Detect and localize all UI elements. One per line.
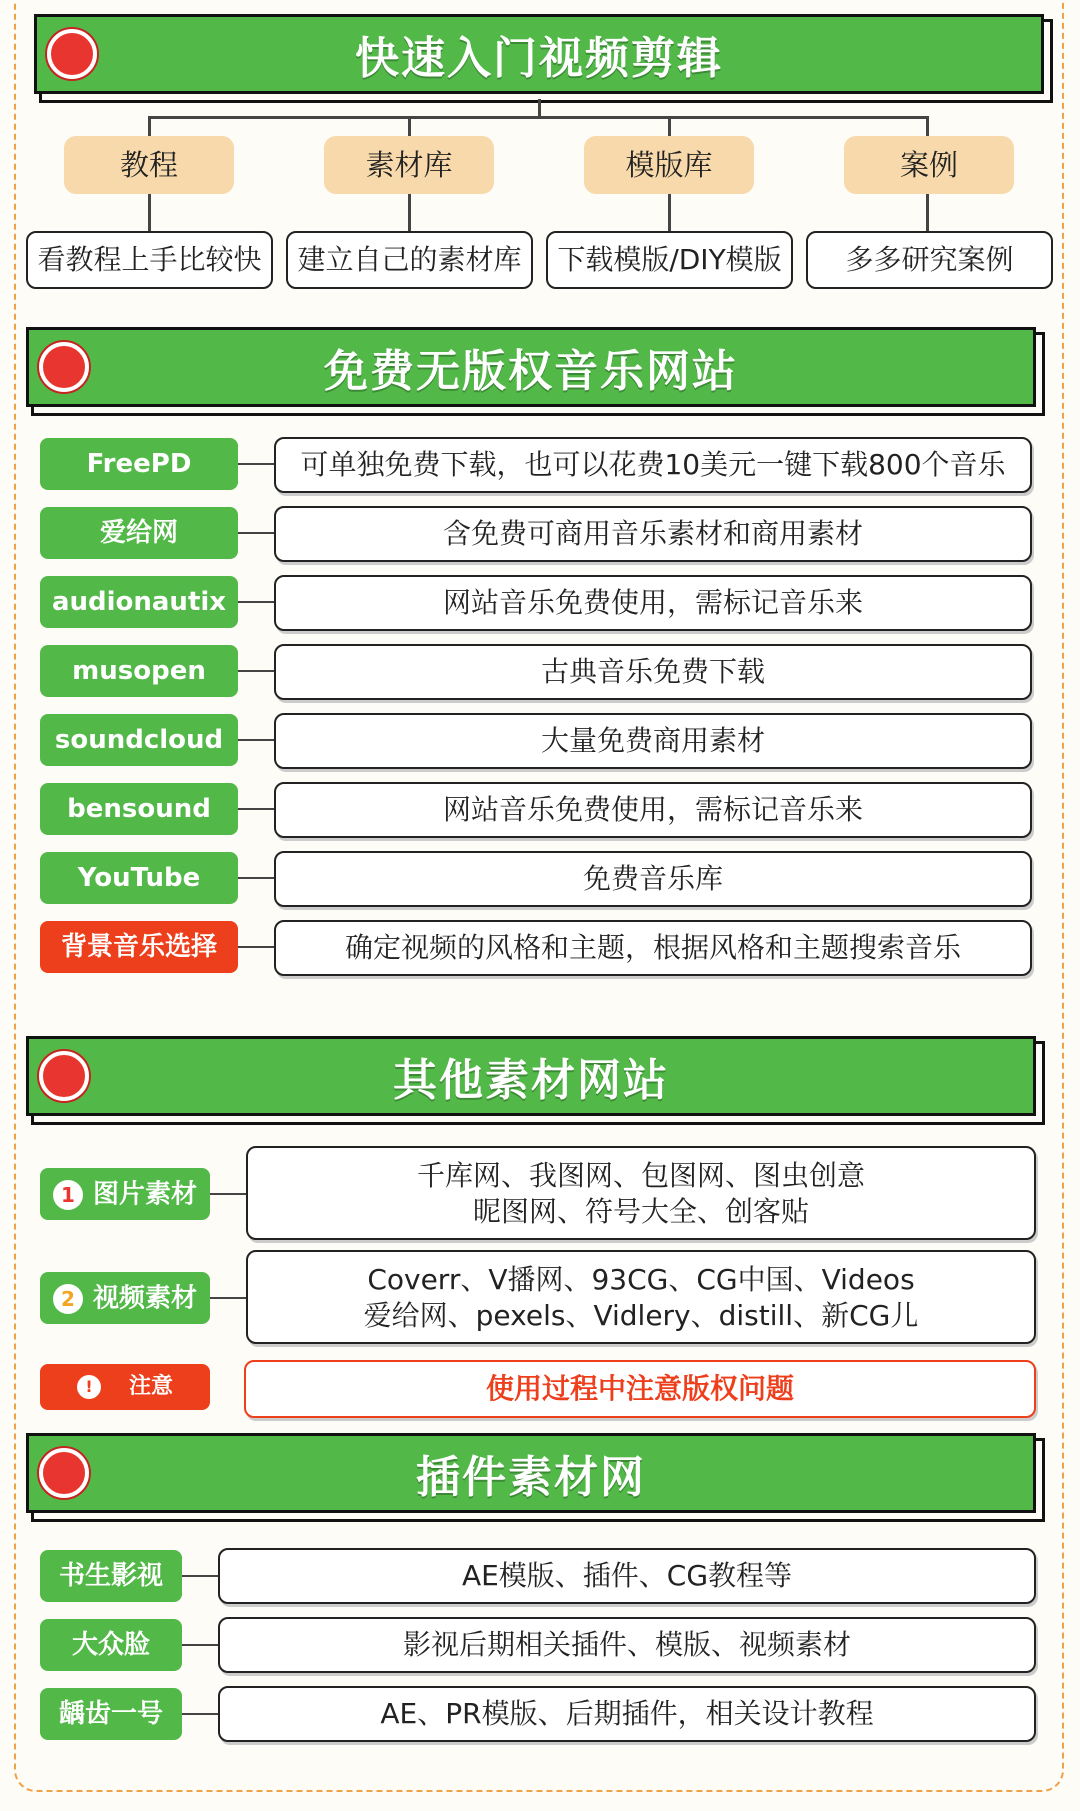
other-desc-line: 昵图网、符号大全、创客贴 xyxy=(472,1195,809,1228)
connector xyxy=(238,739,276,741)
tree-drop xyxy=(668,116,671,136)
number-two-icon: 2 xyxy=(53,1284,83,1314)
music-site-desc: 确定视频的风格和主题，根据风格和主题搜索音乐 xyxy=(274,920,1032,976)
music-site-desc: 古典音乐免费下载 xyxy=(274,644,1032,700)
section-title: 插件素材网 xyxy=(416,1452,646,1503)
warning-icon: ! xyxy=(77,1375,101,1399)
section-title: 其他素材网站 xyxy=(393,1055,669,1106)
notice-desc: 使用过程中注意版权问题 xyxy=(244,1360,1036,1418)
connector xyxy=(210,1193,248,1195)
plugin-site-name: 大众脸 xyxy=(40,1619,182,1671)
music-site-desc: 可单独免费下载，也可以花费10美元一键下载800个音乐 xyxy=(274,437,1032,493)
connector xyxy=(210,1297,248,1299)
music-site-name: YouTube xyxy=(40,852,238,904)
plugin-site-desc: AE模版、插件、CG教程等 xyxy=(218,1548,1036,1604)
other-desc-line: 爱给网、pexels、Vidlery、distill、新CG儿 xyxy=(363,1299,919,1332)
music-site-desc: 含免费可商用音乐素材和商用素材 xyxy=(274,506,1032,562)
tree-drop xyxy=(926,116,929,136)
connector xyxy=(182,1644,220,1646)
other-label-text: 图片素材 xyxy=(92,1179,197,1210)
topic-desc: 下载模版/DIY模版 xyxy=(546,231,793,289)
topic-desc: 建立自己的素材库 xyxy=(286,231,533,289)
connector xyxy=(182,1575,220,1577)
topic-label-tutorial: 教程 xyxy=(64,136,234,194)
topic-desc: 看教程上手比较快 xyxy=(26,231,273,289)
music-site-name: bensound xyxy=(40,783,238,835)
section-header-other xyxy=(26,1036,1036,1116)
music-site-name: musopen xyxy=(40,645,238,697)
other-label-text: 视频素材 xyxy=(92,1283,197,1314)
music-site-desc: 网站音乐免费使用，需标记音乐来 xyxy=(274,782,1032,838)
music-site-desc: 免费音乐库 xyxy=(274,851,1032,907)
connector xyxy=(238,946,276,948)
connector xyxy=(238,670,276,672)
topic-label-library: 素材库 xyxy=(324,136,494,194)
music-site-name: soundcloud xyxy=(40,714,238,766)
notice-label xyxy=(40,1364,210,1410)
tree-drop xyxy=(408,116,411,136)
music-site-desc: 大量免费商用素材 xyxy=(274,713,1032,769)
connector xyxy=(238,532,276,534)
plugin-site-name: 书生影视 xyxy=(40,1550,182,1602)
connector xyxy=(668,194,671,232)
connector xyxy=(238,463,276,465)
other-label xyxy=(40,1272,210,1324)
tree-drop xyxy=(148,116,151,136)
section-title: 免费无版权音乐网站 xyxy=(324,346,738,397)
topic-label-templates: 模版库 xyxy=(584,136,754,194)
other-desc xyxy=(246,1250,1036,1344)
music-site-desc: 网站音乐免费使用，需标记音乐来 xyxy=(274,575,1032,631)
plugin-site-name: 龋齿一号 xyxy=(40,1688,182,1740)
section-title: 快速入门视频剪辑 xyxy=(355,33,723,84)
section-header-music xyxy=(26,327,1036,407)
connector xyxy=(182,1713,220,1715)
connector xyxy=(926,194,929,232)
other-desc xyxy=(246,1146,1036,1240)
connector xyxy=(148,194,151,232)
music-site-name: audionautix xyxy=(40,576,238,628)
notice-label-text: 注意 xyxy=(128,1374,173,1399)
tree-bar xyxy=(148,116,929,119)
music-site-name: 背景音乐选择 xyxy=(40,921,238,973)
other-label xyxy=(40,1168,210,1220)
connector xyxy=(238,877,276,879)
topic-label-cases: 案例 xyxy=(844,136,1014,194)
section-header-plugins xyxy=(26,1433,1036,1513)
number-one-icon: 1 xyxy=(53,1180,83,1210)
connector xyxy=(238,601,276,603)
music-site-name: 爱给网 xyxy=(40,507,238,559)
topic-desc: 多多研究案例 xyxy=(806,231,1053,289)
plugin-site-desc: 影视后期相关插件、模版、视频素材 xyxy=(218,1617,1036,1673)
other-desc-line: 千库网、我图网、包图网、图虫创意 xyxy=(416,1159,865,1192)
music-site-name: FreePD xyxy=(40,438,238,490)
other-desc-line: Coverr、V播网、93CG、CG中国、Videos xyxy=(367,1263,915,1296)
connector xyxy=(408,194,411,232)
plugin-site-desc: AE、PR模版、后期插件，相关设计教程 xyxy=(218,1686,1036,1742)
connector xyxy=(238,808,276,810)
section-header-quickstart xyxy=(34,14,1044,94)
